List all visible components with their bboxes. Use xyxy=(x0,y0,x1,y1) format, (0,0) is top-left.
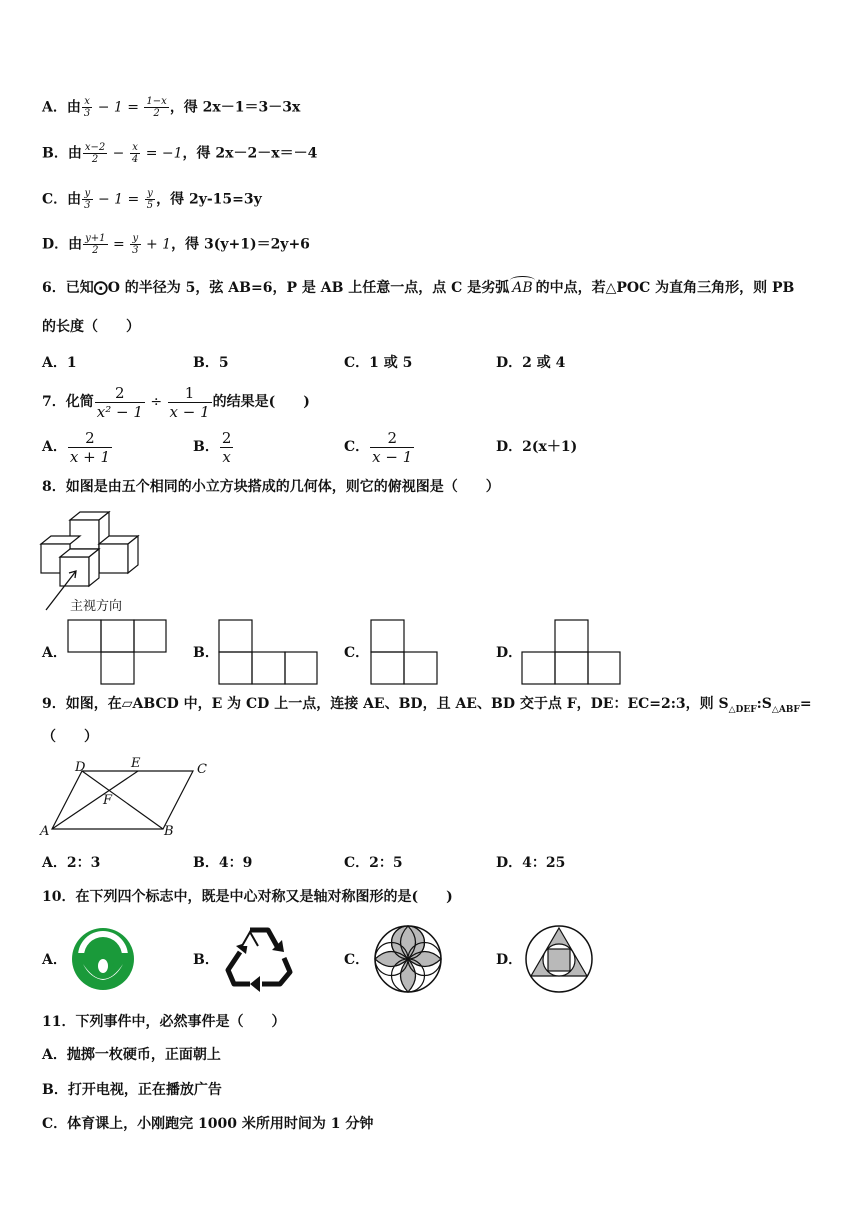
q5-b-minus: − xyxy=(108,145,129,162)
q10-stem: 10．在下列四个标志中，既是中心对称又是轴对称图形的是( ) xyxy=(42,889,453,905)
green-food-logo-icon xyxy=(70,926,136,992)
circle-petals-icon xyxy=(373,924,443,994)
q5-d-mid: = xyxy=(108,236,130,253)
q9-end: = xyxy=(799,696,812,712)
arc-label: AB xyxy=(512,280,533,296)
q5-option-a xyxy=(42,96,300,119)
q7-divide: ÷ xyxy=(145,394,167,410)
q7-option-c xyxy=(344,427,415,467)
q10-option-a-label: A． xyxy=(42,952,67,968)
q11-option-c: C．体育课上，小刚跑完 1000 米所用时间为 1 分钟 xyxy=(42,1116,374,1132)
label: B． xyxy=(193,439,219,455)
q7-fraction-2 xyxy=(168,384,212,421)
q6-option-a: A．1 xyxy=(42,355,77,371)
den: x² − 1 xyxy=(96,402,143,421)
num: x−2 xyxy=(84,142,106,153)
label: A． xyxy=(42,439,67,455)
q5-a-tail: ，得 2x－1＝3－3x xyxy=(169,99,301,116)
q10-option-c-label: C． xyxy=(344,952,370,968)
q8-option-d-label: D． xyxy=(496,645,523,661)
den: x xyxy=(222,447,231,466)
den: x − 1 xyxy=(372,447,413,466)
q11-stem: 11．下列事件中，必然事件是（ ） xyxy=(42,1014,286,1030)
q6-option-c: C．1 或 5 xyxy=(344,355,413,371)
den: 2 xyxy=(91,154,99,165)
q9-option-d: D．4：25 xyxy=(496,855,566,871)
q5-d-label: D．由 xyxy=(42,236,83,253)
num: 2 xyxy=(95,384,145,403)
num: 2 xyxy=(370,429,414,448)
num: y xyxy=(145,188,155,200)
q9-sub-def: △DEF xyxy=(728,704,757,715)
q7-option-b xyxy=(193,427,234,467)
q5-a-fraction-1 xyxy=(82,96,92,119)
num: x xyxy=(82,96,92,108)
q5-d-fraction-1 xyxy=(83,233,107,256)
q6-stem xyxy=(42,278,794,298)
q9-sub-abf: △ABF xyxy=(771,704,800,715)
q9-point-c: C xyxy=(197,762,207,777)
q5-c-tail: ，得 2y-15=3y xyxy=(156,191,262,208)
q6-option-d: D．2 或 4 xyxy=(496,355,566,371)
q8-option-c-figure xyxy=(370,619,438,685)
q6-arc-ab xyxy=(509,278,535,298)
num: 2 xyxy=(68,429,112,448)
num: 1−x xyxy=(146,96,167,107)
q7-option-d: D．2(x＋1) xyxy=(496,439,578,455)
fraction xyxy=(370,429,414,466)
q5-d-plus: + 1 xyxy=(141,236,172,253)
q7-suffix: 的结果是( ) xyxy=(212,394,310,410)
circle-triangle-square-icon xyxy=(524,924,594,994)
q9-point-e: E xyxy=(131,756,141,771)
q8-option-b-figure xyxy=(218,619,318,685)
q8-stem: 8．如图是由五个相同的小立方块搭成的几何体，则它的俯视图是（ ） xyxy=(42,479,500,495)
q11-option-b: B．打开电视，正在播放广告 xyxy=(42,1082,222,1098)
q5-a-mid: − 1 = xyxy=(93,99,144,116)
q5-a-label: A．由 xyxy=(42,99,81,116)
q5-d-fraction-2 xyxy=(130,233,140,256)
q5-b-tail: ，得 2x－2－x＝－4 xyxy=(182,145,318,162)
num: y xyxy=(82,188,92,200)
q8-option-b-label: B． xyxy=(193,645,219,661)
q7-option-a xyxy=(42,427,113,467)
q5-b-mid: = −1 xyxy=(141,145,183,162)
q8-option-d-figure xyxy=(521,619,621,685)
q11-option-a: A．抛掷一枚硬币，正面朝上 xyxy=(42,1047,221,1063)
q5-d-tail: ，得 3(y+1)＝2y+6 xyxy=(171,236,310,253)
den: 2 xyxy=(153,108,160,119)
q5-c-fraction-2 xyxy=(145,188,155,211)
den: 3 xyxy=(84,200,91,211)
fraction xyxy=(220,429,234,466)
q7-stem xyxy=(42,382,310,422)
num: 2 xyxy=(221,428,232,447)
den: 3 xyxy=(132,245,139,256)
q5-option-c xyxy=(42,188,262,211)
fraction xyxy=(68,429,112,466)
q9-stem-line2: （ ） xyxy=(42,729,98,745)
q6-stem-line2: 的长度（ ） xyxy=(42,319,140,335)
num: 1 xyxy=(168,384,212,403)
label: C． xyxy=(344,439,370,455)
den: x + 1 xyxy=(69,447,110,466)
q6-option-b: B．5 xyxy=(193,355,229,371)
q5-b-label: B．由 xyxy=(42,145,82,162)
q7-fraction-1 xyxy=(95,384,145,421)
q8-direction-label: 主视方向 xyxy=(70,599,123,614)
den: 2 xyxy=(92,245,99,256)
q10-option-b-label: B． xyxy=(193,952,219,968)
q5-option-b xyxy=(42,142,317,165)
q9-stem xyxy=(42,694,812,720)
q9-point-a: A xyxy=(40,824,50,839)
q6-text-b: 的中点，若△POC 为直角三角形，则 PB xyxy=(535,280,795,296)
den: 5 xyxy=(146,200,154,211)
recycle-icon xyxy=(222,922,296,992)
q9-parallelogram-figure xyxy=(36,758,216,844)
q5-b-fraction-2 xyxy=(130,142,140,165)
num: y xyxy=(130,233,140,245)
q10-option-d-label: D． xyxy=(496,952,523,968)
q5-option-d xyxy=(42,233,310,256)
arc-mark xyxy=(510,276,534,285)
q9-point-b: B xyxy=(164,824,174,839)
q8-option-a-figure xyxy=(67,619,167,685)
q5-c-label: C．由 xyxy=(42,191,82,208)
q9-option-a: A．2：3 xyxy=(42,855,101,871)
q9-point-f: F xyxy=(103,793,113,808)
num: x xyxy=(130,142,140,154)
q5-a-fraction-2 xyxy=(144,96,168,119)
den: 4 xyxy=(131,154,139,165)
den: x − 1 xyxy=(169,402,210,421)
q9-point-d: D xyxy=(75,760,86,775)
q8-option-a-label: A． xyxy=(42,645,67,661)
q5-c-fraction-1 xyxy=(82,188,92,211)
q9-option-b: B．4：9 xyxy=(193,855,253,871)
den: 3 xyxy=(83,108,91,119)
num: y+1 xyxy=(85,233,106,244)
q9-mid: :S xyxy=(756,696,772,712)
q8-option-c-label: C． xyxy=(344,645,370,661)
q5-c-mid: − 1 = xyxy=(93,191,144,208)
q9-text: 9．如图，在▱ABCD 中，E 为 CD 上一点，连接 AE、BD，且 AE、BD 交于点 F，DE：EC=2:3，则 S xyxy=(42,696,729,712)
q5-b-fraction-1 xyxy=(83,142,107,165)
q6-text-a: 6．已知⨀O 的半径为 5，弦 AB=6，P 是 AB 上任意一点，点 C 是劣弧 xyxy=(42,280,510,296)
q7-prefix: 7．化简 xyxy=(42,394,94,410)
q9-option-c: C．2：5 xyxy=(344,855,403,871)
